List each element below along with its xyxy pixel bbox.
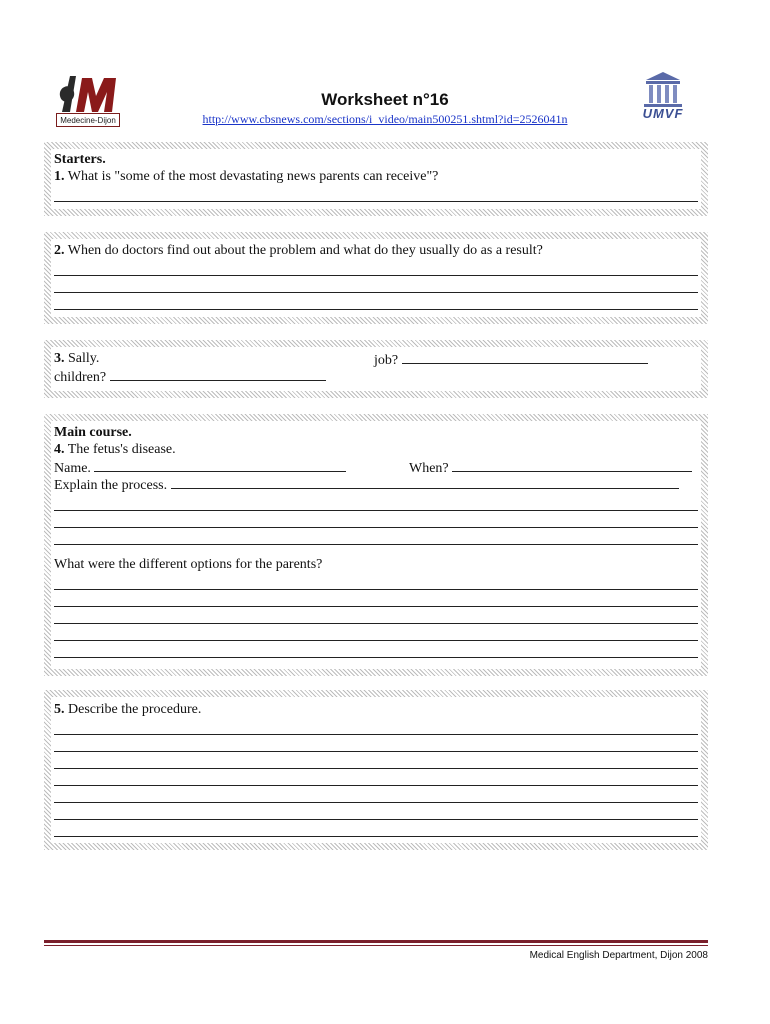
question-3-box [44, 340, 708, 398]
job-blank[interactable] [402, 350, 648, 364]
question-3-name: Sally. [68, 351, 100, 366]
logo-caption: Medecine-Dijon [56, 113, 120, 127]
footer-rule-thick [44, 940, 708, 943]
answer-line[interactable] [54, 573, 698, 590]
answer-line[interactable] [54, 528, 698, 545]
job-label: job? [374, 353, 399, 368]
options-question: What were the different options for the parents? [54, 557, 323, 572]
answer-line[interactable] [54, 641, 698, 658]
answer-line[interactable] [54, 607, 698, 624]
children-label: children? [54, 370, 107, 385]
question-3-name-label [54, 350, 99, 367]
footer-divider [44, 940, 708, 946]
question-4-text: The fetus's disease. [67, 442, 176, 457]
question-1 [54, 168, 698, 185]
answer-line[interactable] [54, 752, 698, 769]
umvf-logo [636, 70, 690, 122]
question-4 [54, 441, 698, 458]
when-label: When? [409, 461, 449, 476]
question-5 [54, 701, 698, 718]
question-2-number: 2. [54, 243, 65, 258]
main-course-heading: Main course. [54, 425, 132, 440]
answer-line[interactable] [54, 624, 698, 641]
worksheet-title: Worksheet n°16 [321, 90, 449, 109]
question-3-row [54, 350, 698, 367]
answer-line[interactable] [54, 276, 698, 293]
explain-blank[interactable] [171, 475, 679, 489]
name-when-row [54, 458, 698, 475]
job-field [374, 350, 648, 369]
answer-line[interactable] [54, 786, 698, 803]
question-4-number: 4. [54, 442, 65, 457]
question-5-text: Describe the procedure. [68, 702, 202, 717]
answer-line[interactable] [54, 803, 698, 820]
answer-line[interactable] [54, 185, 698, 202]
question-2-text: When do doctors find out about the problem and what do they usually do as a result? [67, 243, 543, 258]
answer-line[interactable] [54, 718, 698, 735]
video-link[interactable]: http://www.cbsnews.com/sections/i_video/main500251.shtml?id=2526041n [202, 112, 568, 126]
question-1-text: What is "some of the most devastating news parents can receive"? [67, 169, 439, 184]
name-field [54, 458, 346, 477]
question-2 [54, 242, 698, 259]
answer-line[interactable] [54, 820, 698, 837]
answer-line[interactable] [54, 259, 698, 276]
answer-line[interactable] [54, 590, 698, 607]
question-1-number: 1. [54, 169, 65, 184]
question-5-number: 5. [54, 702, 65, 717]
when-blank[interactable] [452, 458, 692, 472]
footer-text: Medical English Department, Dijon 2008 [529, 950, 708, 961]
umvf-label: UMVF [642, 106, 684, 121]
explain-label: Explain the process. [54, 478, 168, 493]
starters-box [44, 142, 708, 216]
name-blank[interactable] [94, 458, 346, 472]
answer-line[interactable] [54, 494, 698, 511]
question-2-box [44, 232, 708, 324]
starters-heading: Starters. [54, 152, 106, 167]
answer-line[interactable] [54, 511, 698, 528]
footer-rule-thin [44, 945, 708, 946]
main-course-box [44, 414, 708, 676]
answer-line[interactable] [54, 293, 698, 310]
question-5-box [44, 690, 708, 850]
umvf-temple-icon [636, 70, 690, 110]
answer-line[interactable] [54, 769, 698, 786]
when-field [409, 458, 692, 477]
question-3-number: 3. [54, 351, 65, 366]
children-blank[interactable] [110, 367, 326, 381]
answer-line[interactable] [54, 735, 698, 752]
name-label: Name. [54, 461, 91, 476]
children-field [54, 367, 698, 386]
explain-field [54, 475, 698, 494]
